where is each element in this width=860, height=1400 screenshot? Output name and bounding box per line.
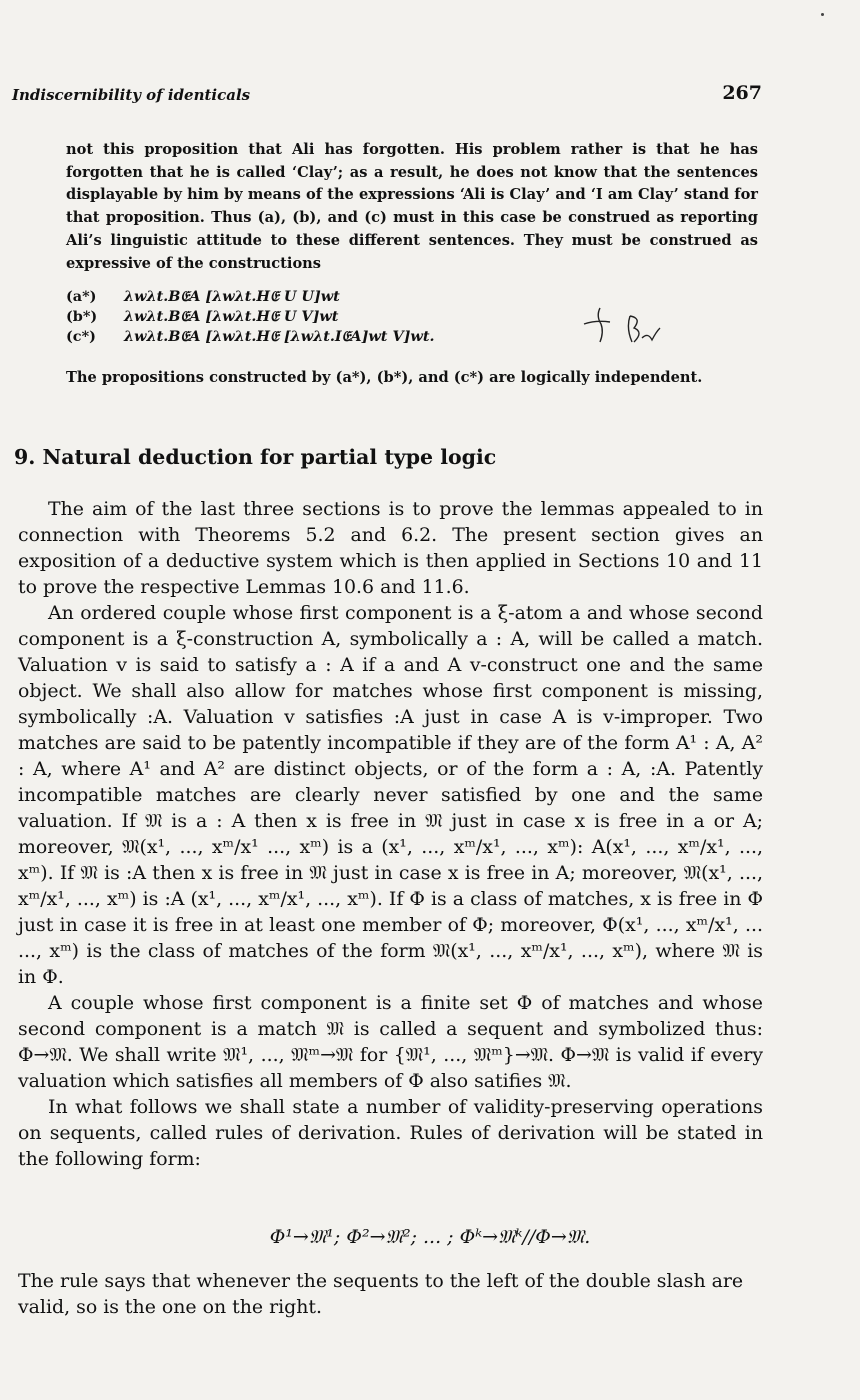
constructions-remark: The propositions constructed by (a*), (b*), and (c*) are logically independent.: [66, 369, 703, 386]
page-number: 267: [722, 82, 762, 104]
paragraph: An ordered couple whose first component is a ξ-atom a and whose second component is a ξ-construction A, symbolically a : A, will be called a match. Valuation v is said to satisfy a : A if a and A v-construct one and the same object. We shall also allow for matches whose first component is missing, symbolically :A. Valuation v satisfies :A just in case A is v-improper. Two matches are said to be patently incompatible if they are of the form A¹ : A, A² : A, where A¹ and A² are distinct objects, or of the form a : A, :A. Patently incompatible matches are clearly never satisfied by one and the same valuation. If 𝔐 is a : A then x is free in 𝔐 just in case x is free in a or A; moreover, 𝔐(x¹, ..., xᵐ/x¹ ..., xᵐ) is a (x¹, ..., xᵐ/x¹, ..., xᵐ): A(x¹, ..., xᵐ/x¹, ..., xᵐ). If 𝔐 is :A then x is free in 𝔐 just in case x is free in A; moreover, 𝔐(x¹, ..., xᵐ/x¹, ..., xᵐ) is :A (x¹, ..., xᵐ/x¹, ..., xᵐ). If Φ is a class of matches, x is free in Φ just in case it is free in at least one member of Φ; moreover, Φ(x¹, ..., xᵐ/x¹, ... ..., xᵐ) is the class of matches of the form 𝔐(x¹, ..., xᵐ/x¹, ..., xᵐ), where 𝔐 is in Φ.: [18, 602, 763, 988]
paragraph: In what follows we shall state a number of validity-preserving operations on sequents, called rules of derivation. Rules of derivation will be stated in the following form:: [18, 1096, 763, 1170]
running-head: [12, 82, 762, 110]
construction-label: (a*): [66, 288, 97, 305]
construction-label: (c*): [66, 328, 96, 345]
top-paragraph-block: [66, 139, 758, 275]
section-heading: 9. Natural deduction for partial type logic: [14, 445, 497, 469]
construction-expression: λwλt.B𝔈A [λwλt.H𝔈 [λwλt.I𝔈A]wt V]wt.: [124, 328, 435, 345]
running-title: Indiscernibility of identicals: [12, 86, 251, 104]
paragraph: A couple whose first component is a finite set Φ of matches and whose second component is a match 𝔐 is called a sequent and symbolized thus: Φ→𝔐. We shall write 𝔐¹, ..., 𝔐ᵐ→𝔐 for {𝔐¹, ..., 𝔐ᵐ}→𝔐. Φ→𝔐 is valid if every valuation which satisfies all members of Φ also satifies 𝔐.: [18, 992, 763, 1092]
derivation-rule-formula: Φ¹→𝔐¹; Φ²→𝔐²; ... ; Φᵏ→𝔐ᵏ//Φ→𝔐.: [269, 1226, 591, 1248]
section-body: [18, 496, 763, 1172]
construction-expression: λwλt.B𝔈A [λwλt.H𝔈 U V]wt: [124, 308, 339, 325]
paragraph: The aim of the last three sections is to prove the lemmas appealed to in connection with Theorems 5.2 and 6.2. The present section gives an exposition of a deductive system which is then applied in Sections 10 and 11 to prove the respective Lemmas 10.6 and 11.6.: [18, 498, 763, 598]
construction-label: (b*): [66, 308, 98, 325]
print-speck: [821, 13, 824, 16]
closing-paragraph: The rule says that whenever the sequents to the left of the double slash are valid, so is the one on the right.: [18, 1270, 744, 1318]
handwritten-annotation: [582, 302, 672, 358]
top-paragraph: not this proposition that Ali has forgotten. His problem rather is that he has forgotten that he is called ‘Clay’; as a result, he does not know that the sentences displayable by him by means of the expressions ‘Ali is Clay’ and ‘I am Clay’ stand for that proposition. Thus (a), (b), and (c) must in this case be construed as reporting Ali’s linguistic attitude to these different sentences. They must be construed as expressive of the constructions: [66, 141, 758, 272]
construction-expression: λwλt.B𝔈A [λwλt.H𝔈 U U]wt: [124, 288, 340, 305]
